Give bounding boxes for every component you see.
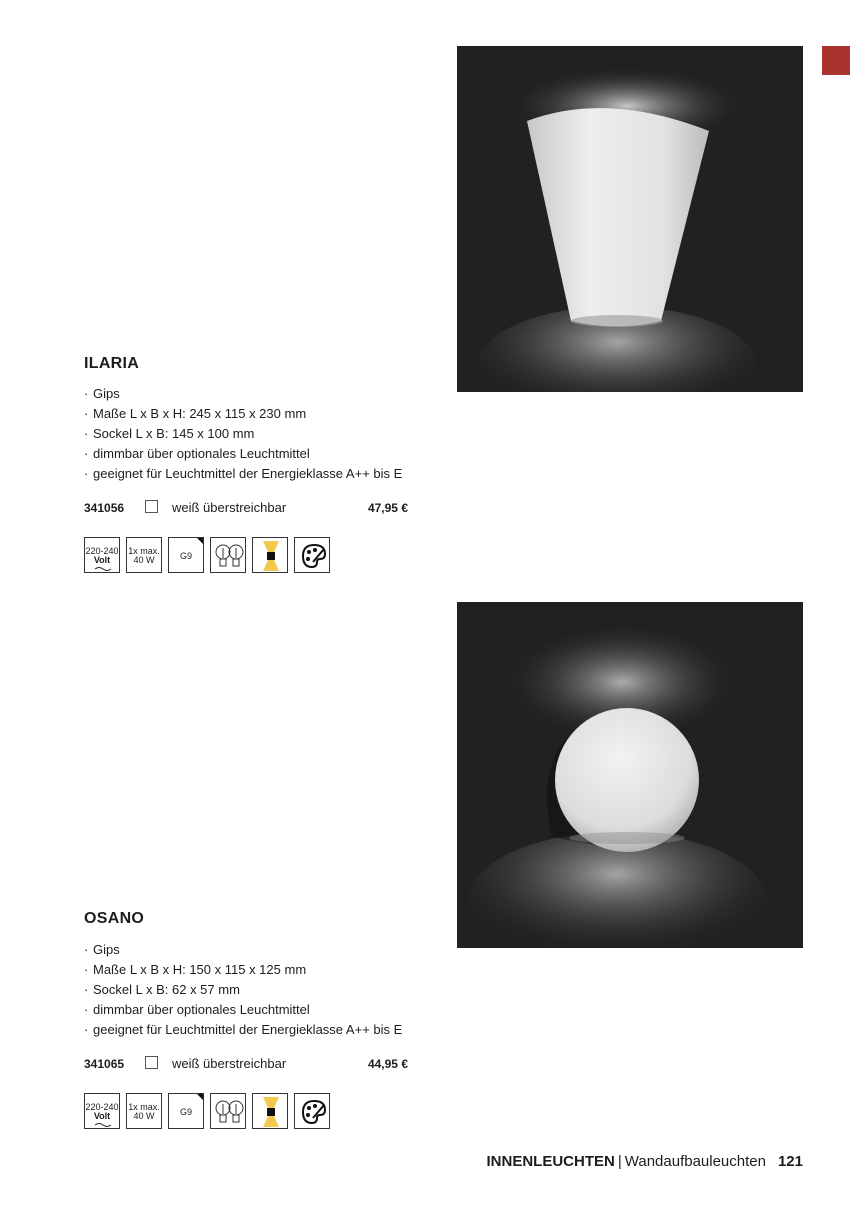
max-wattage-icon: 1x max. 40 W <box>126 1093 162 1129</box>
spec-item: · Maße L x B x H: 150 x 115 x 125 mm <box>84 962 307 977</box>
price: 47,95 € <box>367 501 408 515</box>
up-down-light-icon <box>252 1093 288 1129</box>
bulb-icon <box>210 537 246 573</box>
footer-category: INNENLEUCHTEN <box>486 1153 615 1170</box>
paintable-icon <box>294 1093 330 1129</box>
order-checkbox[interactable] <box>145 500 158 513</box>
product-title: OSANO <box>84 910 145 927</box>
spec-item: · Sockel L x B: 145 x 100 mm <box>84 426 255 441</box>
socket-icon: G9 <box>168 537 204 573</box>
up-down-light-icon <box>252 537 288 573</box>
product-title: ILARIA <box>84 355 140 372</box>
max-wattage-icon: 1x max. 40 W <box>126 537 162 573</box>
page-footer <box>487 1153 804 1170</box>
bulb-icon <box>210 1093 246 1129</box>
price: 44,95 € <box>367 1057 408 1071</box>
article-number: 341065 <box>84 1057 125 1071</box>
spec-item: · dimmbar über optionales Leuchtmittel <box>84 1002 310 1017</box>
spec-item: · Gips <box>84 942 120 957</box>
spec-item: · dimmbar über optionales Leuchtmittel <box>84 446 310 461</box>
paintable-icon <box>294 537 330 573</box>
order-row <box>84 499 408 519</box>
chapter-tab <box>822 46 850 75</box>
spec-item: · geeignet für Leuchtmittel der Energieklasse A++ bis E <box>84 1022 403 1037</box>
order-row <box>84 1055 408 1075</box>
product-photo-ilaria <box>457 46 803 392</box>
product-photo-osano <box>457 602 803 948</box>
voltage-icon: 220-240 Volt <box>84 1093 120 1129</box>
spec-item: · Maße L x B x H: 245 x 115 x 230 mm <box>84 406 307 421</box>
spec-item: · Gips <box>84 386 120 401</box>
spec-item: · Sockel L x B: 62 x 57 mm <box>84 982 240 997</box>
footer-separator: | <box>617 1153 622 1170</box>
finish-label: weiß überstreichbar <box>172 1056 287 1071</box>
product-spec-list <box>84 384 402 484</box>
page-number: 121 <box>777 1153 803 1170</box>
product-spec-list <box>84 940 402 1040</box>
voltage-icon: 220-240 Volt <box>84 537 120 573</box>
article-number: 341056 <box>84 501 125 515</box>
socket-icon: G9 <box>168 1093 204 1129</box>
finish-label: weiß überstreichbar <box>172 500 287 515</box>
footer-subcategory: Wandaufbauleuchten <box>624 1153 766 1170</box>
order-checkbox[interactable] <box>145 1056 158 1069</box>
spec-item: · geeignet für Leuchtmittel der Energieklasse A++ bis E <box>84 466 403 481</box>
